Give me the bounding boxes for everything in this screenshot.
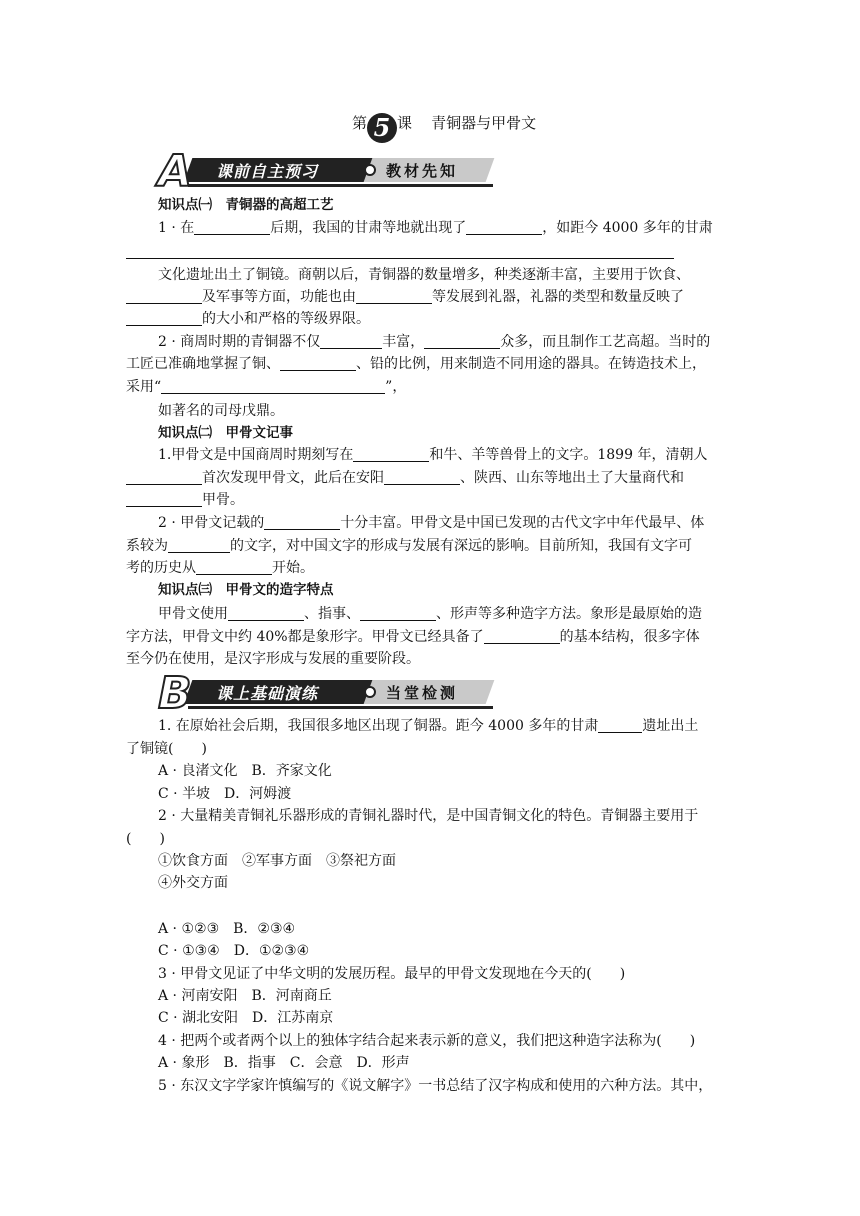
- kp1-p2-line2: 工匠已准确地掌握了铜、 、铅的比例，用来制造不同用途的器具。在铸造技术上，: [126, 356, 706, 372]
- q2-items-2: ④外交方面: [158, 875, 228, 891]
- q1-options-1: A · 良渚文化 B．齐家文化: [158, 763, 332, 779]
- banner-dot-icon: [364, 164, 376, 176]
- kp2-p2-line2: 系较为 的文字，对中国文字的形成与发展有深远的影响。目前所知，我国有文字可: [126, 538, 692, 554]
- q4-line: 4 · 把两个或者两个以上的独体字结合起来表示新的意义，我们把这种造字法称为( ): [158, 1033, 696, 1049]
- banner-sub-label: 当堂检测: [386, 684, 459, 702]
- section-banner-a: [158, 146, 498, 197]
- kp1-p1-line3: 及军事等方面，功能也由 等发展到礼器，礼器的类型和数量反映了: [126, 288, 684, 306]
- banner-dot-icon: [364, 686, 376, 698]
- kp1-p1-line2: 文化遗址出土了铜镜。商朝以后，青铜器的数量增多，种类逐渐丰富，主要用于饮食、: [158, 267, 690, 283]
- kp1-p2-line4: 如著名的司母戊鼎。: [158, 403, 284, 419]
- kp3-title: 知识点㈢ 甲骨文的造字特点: [158, 582, 334, 598]
- banner-label: 课前自主预习: [216, 162, 319, 181]
- q3-options-1: A · 河南安阳 B．河南商丘: [158, 988, 332, 1004]
- q2-options-1: A · ①②③ B．②③④: [158, 921, 296, 937]
- lesson-name: 青铜器与甲骨文: [431, 114, 537, 132]
- rule-line: [126, 258, 674, 259]
- q3-line: 3 · 甲骨文见证了中华文明的发展历程。最早的甲骨文发现地在今天的( ): [158, 966, 626, 982]
- q3-options-2: C · 湖北安阳 D．江苏南京: [158, 1010, 334, 1026]
- lesson-prefix: 第: [352, 114, 368, 132]
- q4-options: A · 象形 B．指事 C．会意 D．形声: [158, 1055, 410, 1071]
- q5-line: 5 · 东汉文字学家许慎编写的《说文解字》一书总结了汉字构成和使用的六种方法。其中，: [158, 1078, 713, 1094]
- kp2-title: 知识点㈡ 甲骨文记事: [158, 425, 293, 441]
- kp1-p1-line1: 1 · 在 后期，我国的甘肃等地就出现了 ，如距今 4000 多年的甘肃: [158, 220, 713, 236]
- banner-letter: B: [158, 668, 192, 719]
- kp1-p2-line1: 2 · 商周时期的青铜器不仅 丰富， 众多，而且制作工艺高超。当时的: [158, 334, 711, 350]
- kp1-p1-line4: 的大小和严格的等级界限。: [126, 310, 370, 328]
- kp2-p1-line3: 甲骨。: [126, 491, 244, 509]
- q1-line1: 1. 在原始社会后期，我国很多地区出现了铜器。距今 4000 多年的甘肃 遗址出土: [158, 718, 699, 734]
- lesson-suffix: 课: [397, 114, 413, 132]
- banner-sub-label: 教材先知: [386, 162, 459, 180]
- kp3-p1-line2: 字方法，甲骨文中约 40%都是象形字。甲骨文已经具备了 的基本结构，很多字体: [126, 629, 700, 645]
- kp2-p2-line1: 2 · 甲骨文记载的 十分丰富。甲骨文是中国已发现的古代文字中年代最早、体: [158, 515, 705, 531]
- kp2-p1-line2: 首次发现甲骨文，此后在安阳 、陕西、山东等地出土了大量商代和: [126, 469, 684, 487]
- lesson-number-badge: 5: [367, 113, 397, 143]
- banner-underline: [188, 706, 493, 709]
- q1-line2: 了铜镜( ): [126, 741, 207, 757]
- banner-label: 课上基础演练: [216, 684, 319, 703]
- q2-line1: 2 · 大量精美青铜礼乐器形成的青铜礼器时代，是中国青铜文化的特色。青铜器主要用于: [158, 808, 699, 824]
- q1-options-2: C · 半坡 D．河姆渡: [158, 786, 292, 802]
- q2-line2: ( ): [126, 831, 165, 847]
- kp3-p1-line1: 甲骨文使用 、指事、 、形声等多种造字方法。象形是最原始的造: [158, 606, 702, 622]
- banner-underline: [188, 184, 493, 187]
- section-banner-b: [158, 668, 498, 719]
- kp2-p1-line1: 1.甲骨文是中国商周时期刻写在 和牛、羊等兽骨上的文字。1899 年，清朝人: [158, 447, 708, 463]
- kp1-p2-line3: 采用“ ”，: [126, 379, 407, 395]
- kp1-title: 知识点㈠ 青铜器的高超工艺: [158, 197, 334, 213]
- kp2-p2-line3: 考的历史从 开始。: [126, 560, 314, 576]
- lesson-title: [352, 112, 536, 143]
- banner-letter: A: [158, 146, 193, 197]
- kp3-p1-line3: 至今仍在使用，是汉字形成与发展的重要阶段。: [126, 651, 420, 667]
- q2-items-1: ①饮食方面 ②军事方面 ③祭祀方面: [158, 853, 396, 869]
- q2-options-2: C · ①③④ D．①②③④: [158, 943, 310, 959]
